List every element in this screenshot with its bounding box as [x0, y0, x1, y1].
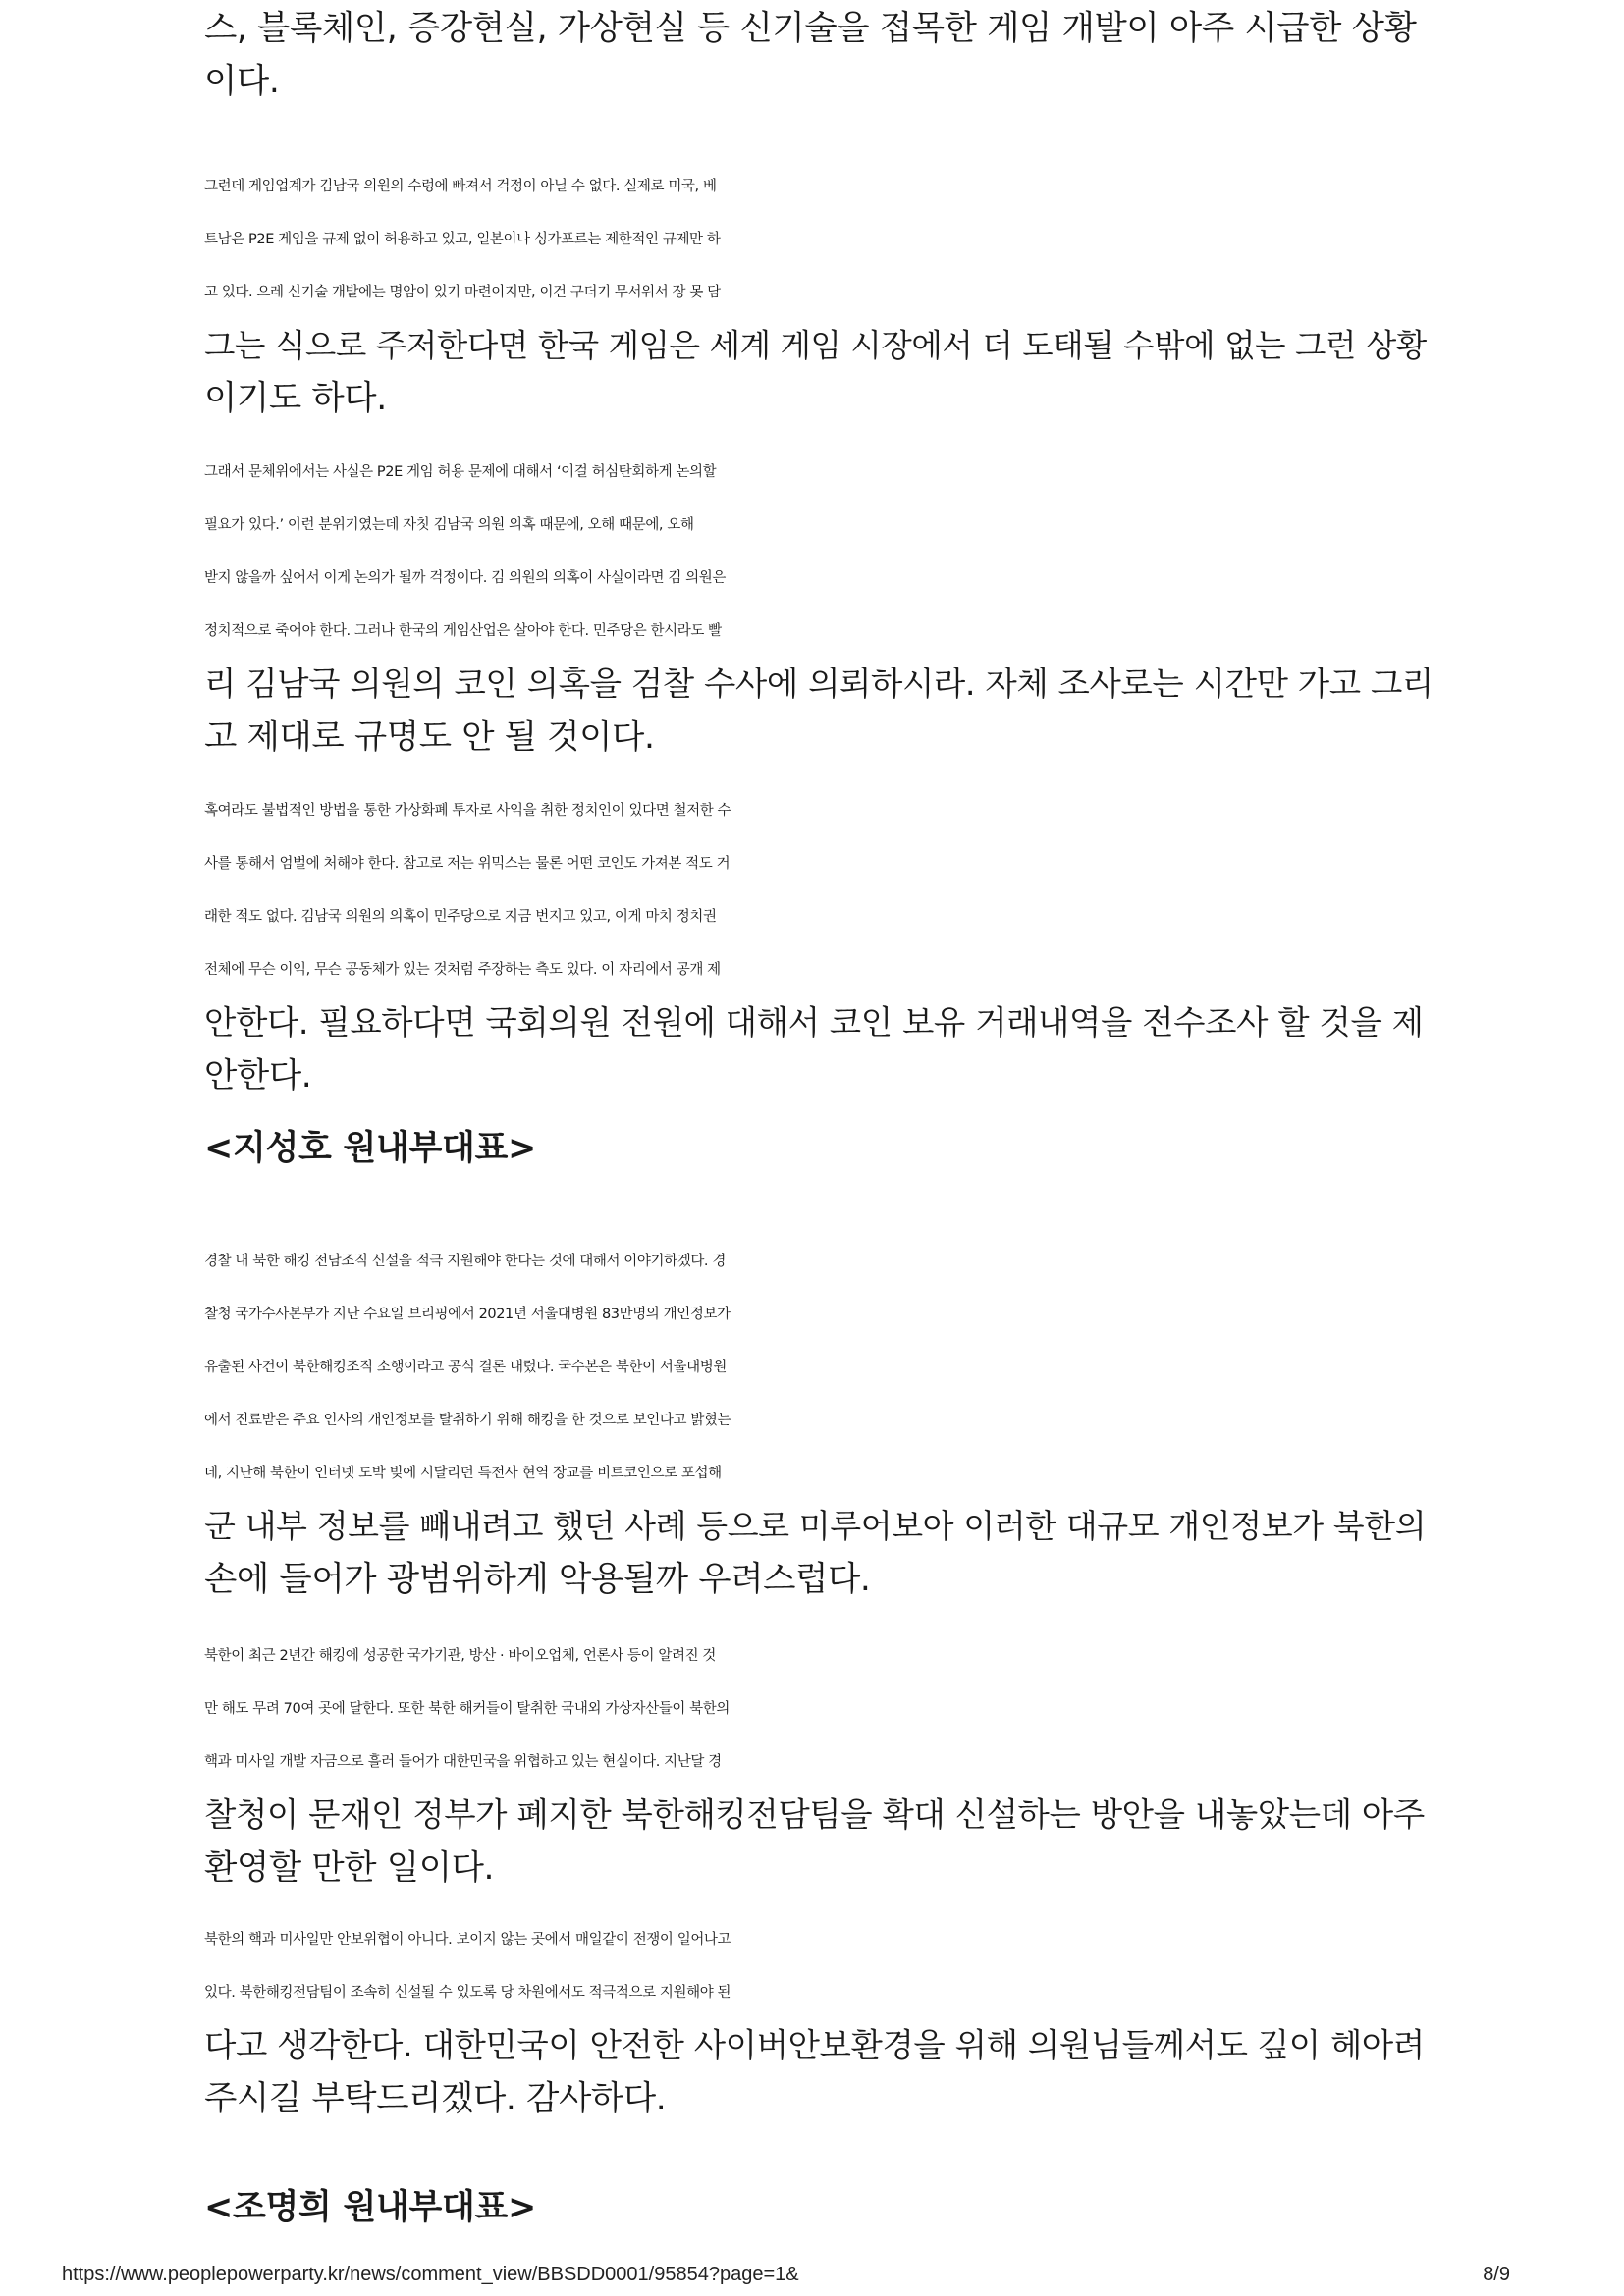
- text-line: 북한의 핵과 미사일만 안보위협이 아니다. 보이지 않는 곳에서 매일같이 전쟁이 일어나고: [204, 1932, 731, 1948]
- text-line: 사를 통해서 엄벌에 처해야 한다. 참고로 저는 위믹스는 물론 어떤 코인도 가져본 적도 거: [204, 856, 731, 872]
- text-line: 이기도 하다.: [204, 379, 387, 418]
- paragraph-culture-committee: [204, 446, 1434, 764]
- text-line: 북한이 최근 2년간 해킹에 성공한 국가기관, 방산 · 바이오업체, 언론사 등이 알려진 것: [204, 1648, 716, 1664]
- text-line: 그런데 게임업계가 김남국 의원의 수렁에 빠져서 걱정이 아닐 수 없다. 실제로 미국, 베: [204, 179, 717, 194]
- text-line: 고 제대로 규명도 안 될 것이다.: [204, 718, 655, 757]
- text-line: 군 내부 정보를 빼내려고 했던 사례 등으로 미루어보아 이러한 대규모 개인정보가 북한의: [204, 1507, 1427, 1545]
- text-line: 데, 지난해 북한이 인터넷 도박 빚에 시달리던 특전사 현역 장교를 비트코인으로 포섭해: [204, 1466, 722, 1481]
- paragraph-intro-tail: [204, 2, 1417, 108]
- paragraph-coin-investigation: [204, 784, 1424, 1102]
- text-line: 스, 블록체인, 증강현실, 가상현실 등 신기술을 접목한 게임 개발이 아주 시급한 상황: [204, 9, 1417, 48]
- text-line: 에서 진료받은 주요 인사의 개인정보를 탈취하기 위해 해킹을 한 것으로 보인다고 밝혔는: [204, 1413, 731, 1428]
- paragraph-hacking-unit: [204, 1235, 1426, 1606]
- footer-url: https://www.peoplepowerparty.kr/news/comment_view/BBSDD0001/95854?page=1&: [62, 2264, 799, 2285]
- text-line: 래한 적도 없다. 김남국 의원의 의혹이 민주당으로 지금 번지고 있고, 이게 마치 정치권: [204, 909, 717, 925]
- text-line: 트남은 P2E 게임을 규제 없이 허용하고 있고, 일본이나 싱가포르는 제한적인 규제만 하: [204, 232, 721, 247]
- text-line: 그래서 문체위에서는 사실은 P2E 게임 허용 문제에 대해서 ‘이걸 허심탄회하게 논의할: [204, 464, 717, 480]
- text-line: 정치적으로 죽어야 한다. 그러나 한국의 게임산업은 살아야 한다. 민주당은 한시라도 빨: [204, 623, 722, 639]
- text-line: 혹여라도 불법적인 방법을 통한 가상화폐 투자로 사익을 취한 정치인이 있다면 철저한 수: [204, 803, 731, 819]
- text-line: 고 있다. 으레 신기술 개발에는 명암이 있기 마련이지만, 이건 구더기 무서워서 장 못 담: [204, 285, 721, 300]
- text-line: 찰청이 문재인 정부가 폐지한 북한해킹전담팀을 확대 신설하는 방안을 내놓았는데 아주: [204, 1795, 1425, 1834]
- text-line: 안한다.: [204, 1056, 312, 1095]
- speaker-heading: <지성호 원내부대표>: [204, 1129, 537, 1168]
- text-line: 그는 식으로 주저한다면 한국 게임은 세계 게임 시장에서 더 도태될 수밖에 없는 그런 상황: [204, 327, 1427, 364]
- speaker-heading: <조명희 원내부대표>: [204, 2188, 537, 2227]
- text-line: 만 해도 무려 70여 곳에 달한다. 또한 북한 해커들이 탈취한 국내외 가상자산들이 북한의: [204, 1701, 731, 1717]
- text-line: 전체에 무슨 이익, 무슨 공동체가 있는 것처럼 주장하는 측도 있다. 이 자리에서 공개 제: [204, 962, 721, 978]
- text-line: 안한다. 필요하다면 국회의원 전원에 대해서 코인 보유 거래내역을 전수조사 할 것을 제: [204, 1003, 1424, 1041]
- text-line: 있다. 북한해킹전담팀이 조속히 신설될 수 있도록 당 차원에서도 적극적으로 지원해야 된: [204, 1985, 731, 2001]
- text-line: 환영할 만한 일이다.: [204, 1848, 495, 1888]
- text-line: 다고 생각한다. 대한민국이 안전한 사이버안보환경을 위해 의원님들께서도 깊이 헤아려: [204, 2026, 1425, 2064]
- text-line: 핵과 미사일 개발 자금으로 흘러 들어가 대한민국을 위협하고 있는 현실이다. 지난달 경: [204, 1754, 722, 1770]
- text-line: 찰청 국가수사본부가 지난 수요일 브리핑에서 2021년 서울대병원 83만명의 개인정보가: [204, 1307, 731, 1322]
- paragraph-cyber-security: [204, 1913, 1425, 2125]
- text-line: 경찰 내 북한 해킹 전담조직 신설을 적극 지원해야 한다는 것에 대해서 이야기하겠다. 경: [204, 1254, 726, 1269]
- text-line: 주시길 부탁드리겠다. 감사하다.: [204, 2079, 667, 2118]
- text-line: 이다.: [204, 62, 280, 101]
- text-line: 받지 않을까 싶어서 이게 논의가 될까 걱정이다. 김 의원의 의혹이 사실이라면 김 의원은: [204, 570, 726, 586]
- paragraph-game-industry: [204, 160, 1427, 425]
- page-number: 8/9: [1483, 2264, 1510, 2285]
- text-line: 유출된 사건이 북한해킹조직 소행이라고 공식 결론 내렸다. 국수본은 북한이 서울대병원: [204, 1360, 727, 1375]
- text-line: 손에 들어가 광범위하게 악용될까 우려스럽다.: [204, 1560, 871, 1599]
- text-line: 리 김남국 의원의 코인 의혹을 검찰 수사에 의뢰하시라. 자체 조사로는 시간만 가고 그리: [204, 665, 1434, 703]
- paragraph-north-korea-hacking: [204, 1629, 1425, 1895]
- text-line: 필요가 있다.’ 이런 분위기였는데 자칫 김남국 의원 의혹 때문에, 오해 때문에, 오해: [204, 517, 694, 533]
